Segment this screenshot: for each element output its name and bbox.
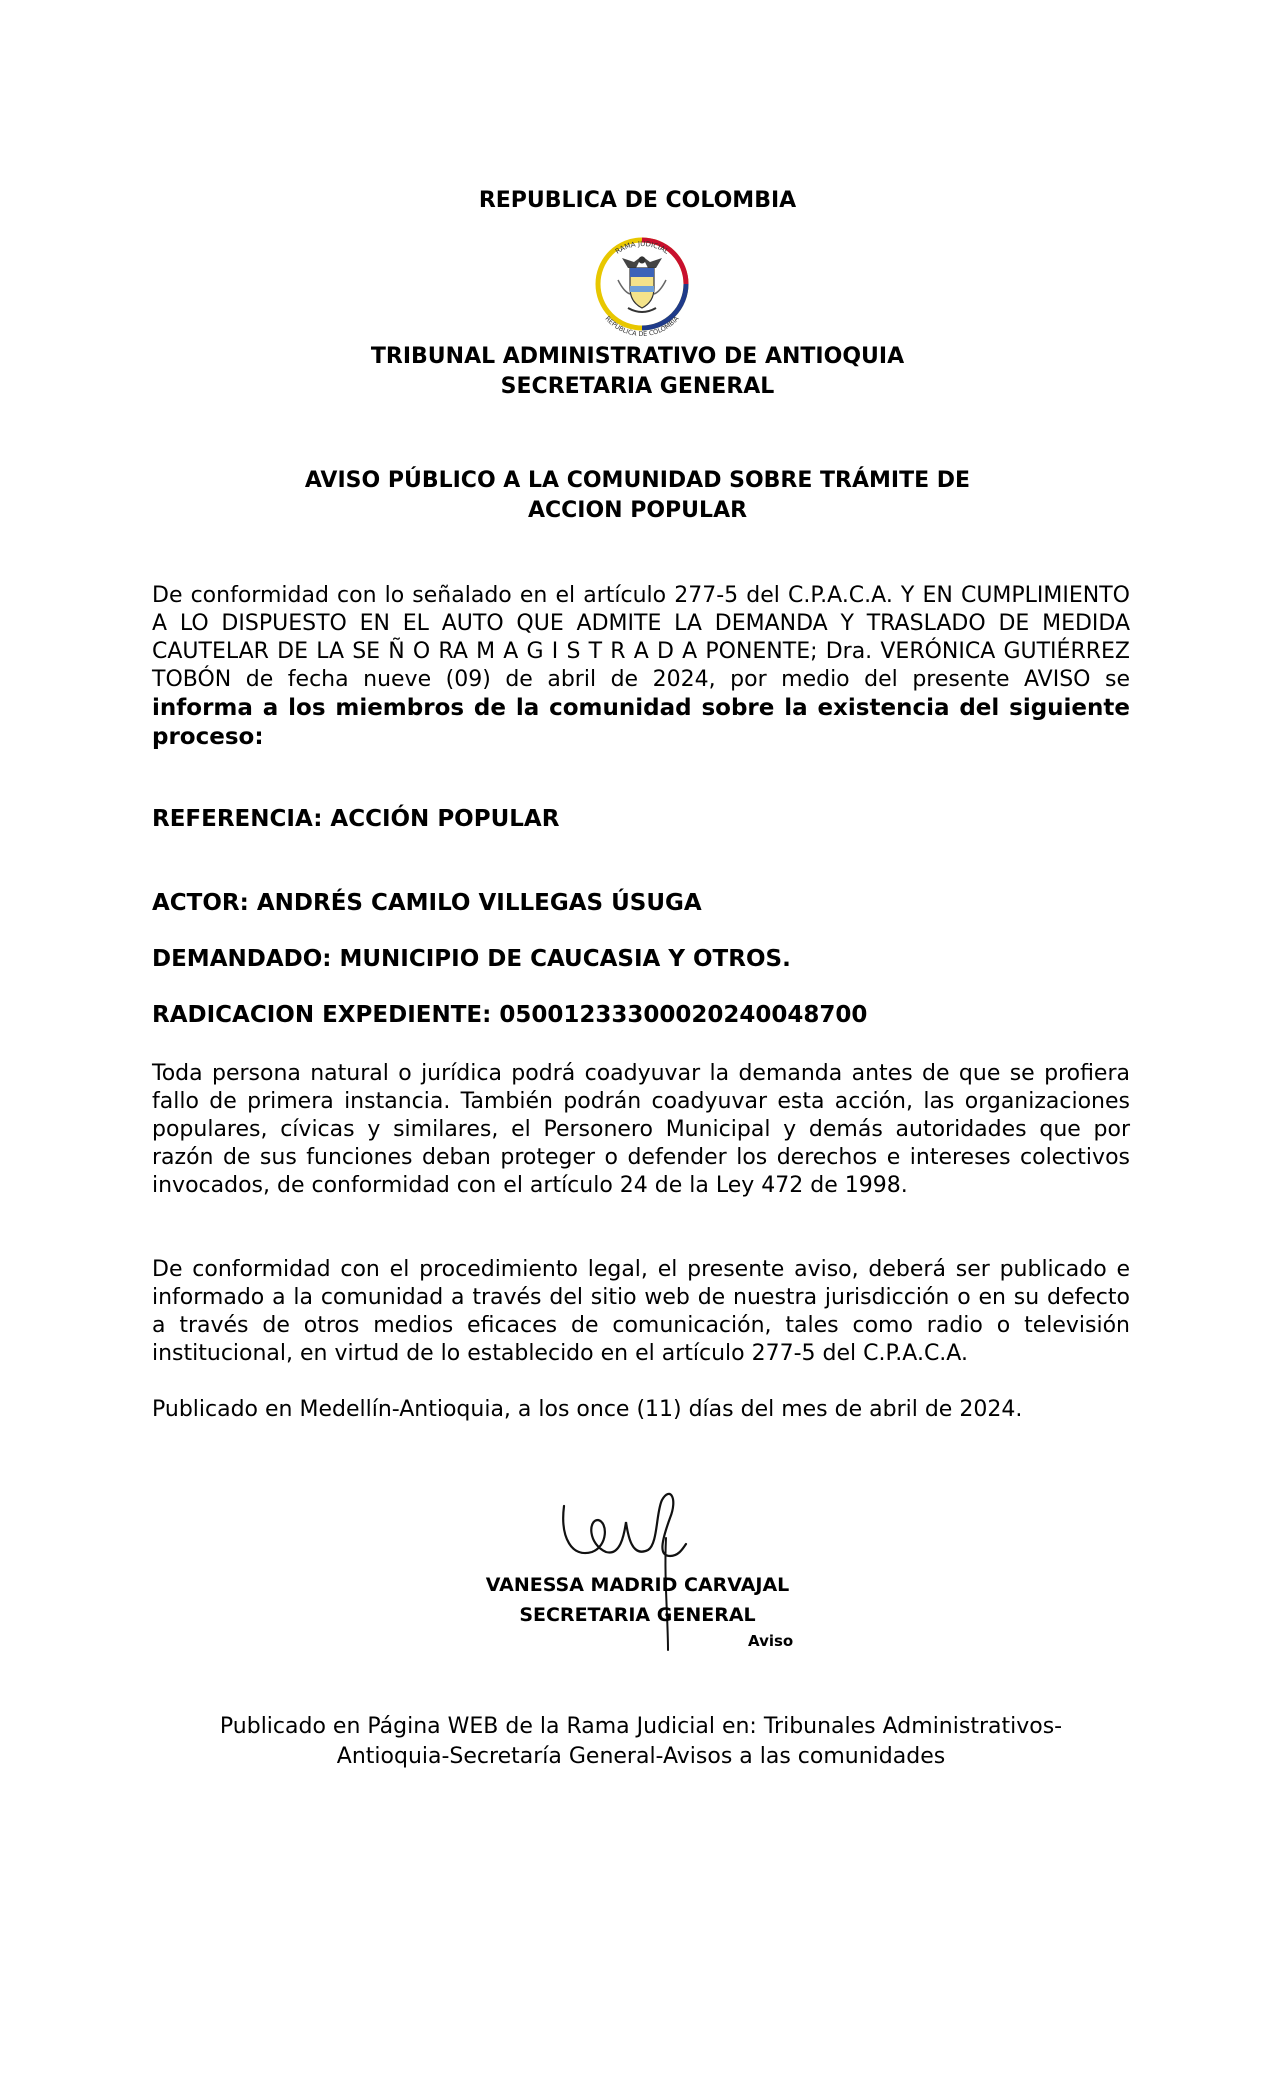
country-heading: REPUBLICA DE COLOMBIA — [478, 188, 797, 213]
footer-note — [152, 1712, 1130, 1772]
intro-paragraph — [152, 582, 1130, 752]
intro-bold-text: informa a los miembros de la comunidad sobre la existencia del siguiente proceso: — [152, 695, 1130, 750]
intro-text: De conformidad con lo señalado en el artículo 277-5 del C.P.A.C.A. Y EN CUMPLIMIENTO A LO DISPUESTO EN EL AUTO QUE ADMITE LA DEMANDA Y TRASLADO DE MEDIDA CAUTELAR DE LA SE Ñ O RA M A G I S T R A D A PONENTE; Dra. VERÓNICA GUTIÉRREZ TOBÓN de fecha nueve (09) de abril de 2024, por medio del presente AVISO se — [152, 583, 1130, 692]
reference-label: REFERENCIA — [152, 806, 314, 832]
published-date-paragraph: Publicado en Medellín-Antioquia, a los once (11) días del mes de abril de 2024. — [152, 1397, 1023, 1422]
publication-paragraph: De conformidad con el procedimiento legal, el presente aviso, deberá ser publicado e informado a la comunidad a través del sitio web de nuestra jurisdicción o en su defecto a través de otros medios eficaces de comunicación, tales como radio o televisión institucional, en virtud de lo establecido en el artículo 277-5 del C.P.A.C.A. — [152, 1257, 1130, 1366]
svg-text:RAMA JUDICIAL: RAMA JUDICIAL — [613, 239, 671, 256]
rama-judicial-seal-icon — [578, 222, 706, 340]
actor-line: ACTOR: ANDRÉS CAMILO VILLEGAS ÚSUGA — [152, 890, 702, 916]
file-number-line: RADICACION EXPEDIENTE: 05001233300020240048700 — [152, 1002, 868, 1028]
office-heading: SECRETARIA GENERAL — [500, 374, 775, 399]
reference-value: : ACCIÓN POPULAR — [313, 806, 560, 832]
coadyuvar-paragraph: Toda persona natural o jurídica podrá coadyuvar la demanda antes de que se profiera fallo de primera instancia. También podrán coadyuvar esta acción, las organizaciones populares, cívicas y similares, el Personero Municipal y demás autoridades que por razón de sus funciones deban proteger o defender los derechos e intereses colectivos invocados, de conformidad con el artículo 24 de la Ley 472 de 1998. — [152, 1061, 1130, 1198]
tribunal-heading: TRIBUNAL ADMINISTRATIVO DE ANTIOQUIA — [370, 344, 905, 369]
footer-line2: Antioquia-Secretaría General-Avisos a las comunidades — [336, 1744, 946, 1769]
handwritten-signature-icon — [552, 1478, 752, 1658]
notice-title-line1: AVISO PÚBLICO A LA COMUNIDAD SOBRE TRÁMITE DE — [304, 468, 971, 493]
reference-line — [152, 804, 1130, 834]
svg-text:REPUBLICA DE COLOMBIA: REPUBLICA DE COLOMBIA — [603, 314, 681, 339]
aviso-tag: Aviso — [748, 1632, 794, 1650]
notice-title-line2: ACCION POPULAR — [527, 498, 748, 523]
signer-role: SECRETARIA GENERAL — [519, 1604, 756, 1626]
signer-name: VANESSA MADRID CARVAJAL — [485, 1574, 790, 1596]
footer-line1: Publicado en Página WEB de la Rama Judicial en: Tribunales Administrativos- — [219, 1714, 1063, 1739]
defendant-line: DEMANDADO: MUNICIPIO DE CAUCASIA Y OTROS. — [152, 946, 791, 972]
